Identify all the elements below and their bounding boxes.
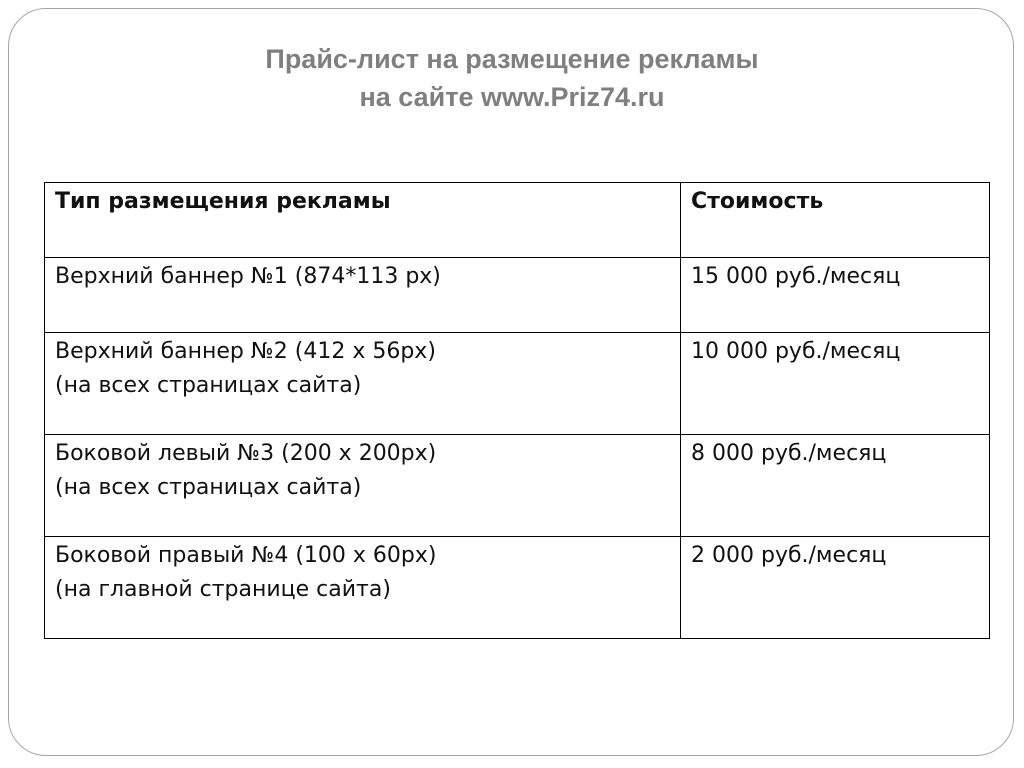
- header-type-cell: [45, 183, 681, 258]
- placement-cell: [45, 537, 681, 639]
- price-cell: [681, 333, 990, 435]
- placement-name: Верхний баннер №1 (874*113 px): [55, 264, 441, 289]
- placement-name: Верхний баннер №2 (412 х 56px): [55, 339, 436, 364]
- header-cost-label: Стоимость: [691, 189, 824, 214]
- placement-name: Боковой правый №4 (100 х 60px): [55, 543, 437, 568]
- price-cell: [681, 435, 990, 537]
- header-cost-cell: [681, 183, 990, 258]
- table-row: [45, 333, 990, 435]
- table-header-row: [45, 183, 990, 258]
- table-row: [45, 435, 990, 537]
- price-cell: [681, 537, 990, 639]
- price-value: 10 000 руб./месяц: [691, 339, 901, 364]
- price-cell: [681, 258, 990, 333]
- placement-note: (на главной странице сайта): [55, 577, 391, 602]
- placement-cell: [45, 435, 681, 537]
- price-value: 8 000 руб./месяц: [691, 441, 887, 466]
- table-row: [45, 258, 990, 333]
- price-table: [44, 182, 990, 639]
- placement-cell: [45, 258, 681, 333]
- price-value: 15 000 руб./месяц: [691, 264, 901, 289]
- page-title: [0, 40, 1024, 116]
- title-line-2: на сайте www.Priz74.ru: [359, 82, 665, 112]
- header-type-label: Тип размещения рекламы: [55, 189, 391, 214]
- placement-name: Боковой левый №3 (200 х 200px): [55, 441, 437, 466]
- placement-cell: [45, 333, 681, 435]
- table-row: [45, 537, 990, 639]
- title-line-1: Прайс-лист на размещение рекламы: [265, 44, 759, 74]
- placement-note: (на всех страницах сайта): [55, 373, 362, 398]
- price-value: 2 000 руб./месяц: [691, 543, 887, 568]
- placement-note: (на всех страницах сайта): [55, 475, 362, 500]
